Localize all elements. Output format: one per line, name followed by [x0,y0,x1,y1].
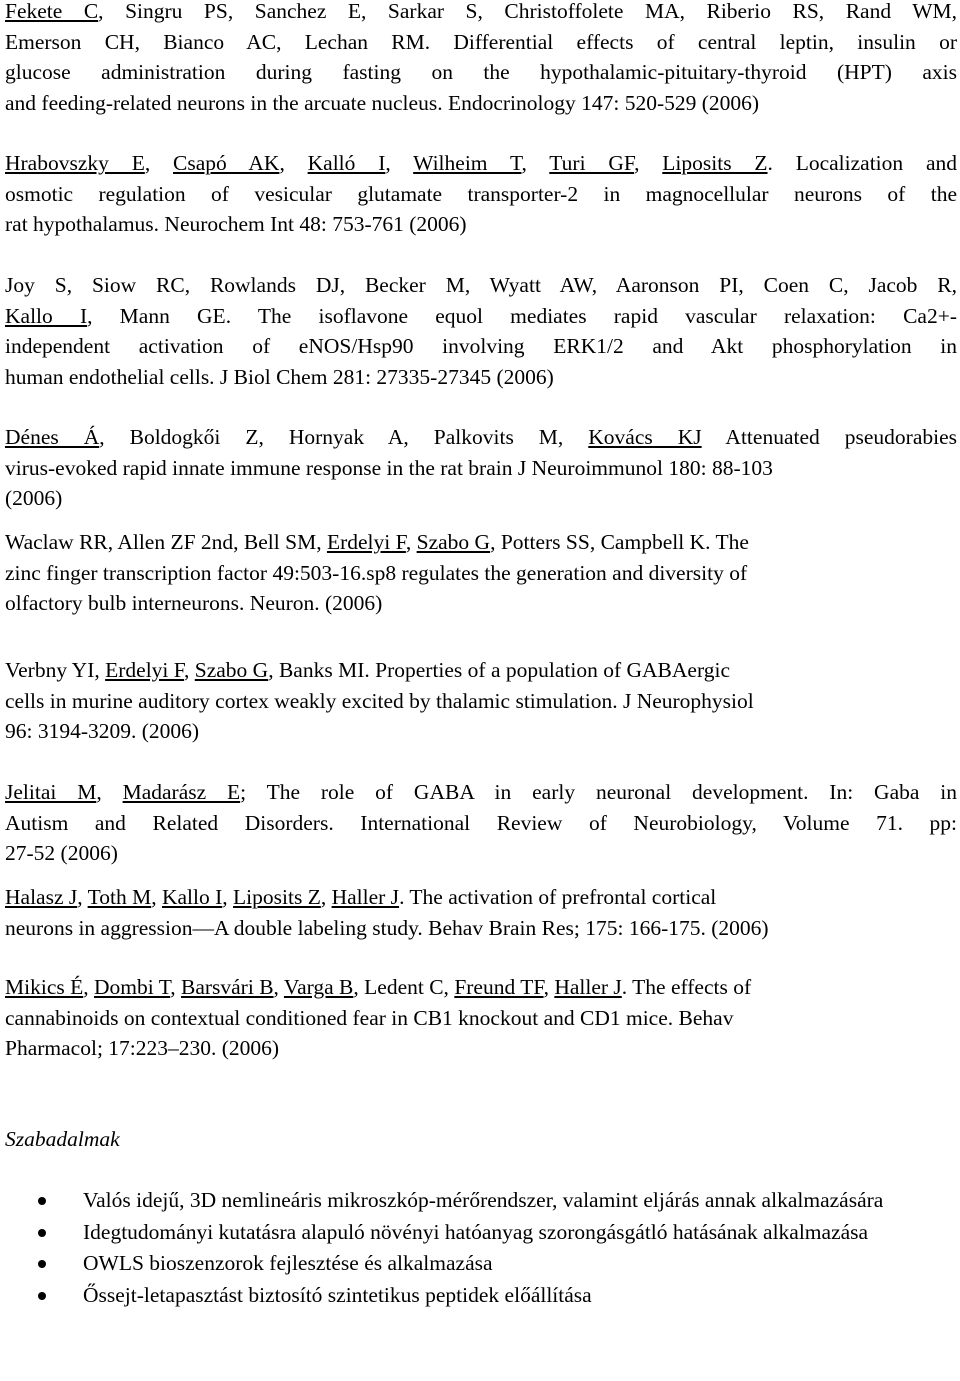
patent-text: Valós idejű, 3D nemlineáris mikroszkóp-mérőrendszer, valamint eljárás annak alkalmazására [83,1188,884,1212]
author-name: Freund TF [454,975,544,999]
author-name: Varga B [283,975,354,999]
reference-text: , [521,151,550,175]
reference-text: human endothelial cells. J Biol Chem 281: 27335-27345 (2006) [5,364,554,389]
author-name: Erdelyi F [105,658,185,682]
reference-line [5,1033,751,1064]
reference-line [5,588,749,619]
author-name: Kovács KJ [588,425,702,449]
reference-text: , [279,151,308,175]
reference-text: Attenuated pseudorabies [701,425,957,449]
reference-line [5,57,957,88]
author-name: Haller J [331,885,400,909]
reference-line [5,148,957,179]
author-name: Kallo I [161,885,223,909]
reference-line [5,362,957,393]
reference-text: . The activation of prefrontal cortical [399,885,717,909]
reference-text: , Potters SS, Campbell K. The [490,530,749,554]
patent-item [0,1280,913,1312]
reference-line [5,483,957,514]
author-name: Csapó AK [173,151,280,175]
patent-text: Őssejt-letapasztást biztosító szintetikus peptidek előállítása [83,1282,592,1307]
bullet-icon [38,1229,46,1237]
reference-text: and feeding-related neurons in the arcuate nucleus. Endocrinology 147: 520-529 (2006) [5,90,760,115]
patent-text: Idegtudományi kutatásra alapuló növényi hatóanyag szorongásgátló hatásának alkalmazása [83,1219,869,1244]
reference-entry [5,270,957,392]
reference-entry [5,777,957,869]
reference-text: cells in murine auditory cortex weakly excited by thalamic stimulation. J Neurophysiol [5,688,754,713]
reference-text: , [273,975,284,999]
reference-text: , [96,780,123,804]
reference-text: zinc finger transcription factor 49:503-16.sp8 regulates the generation and diversity of [5,560,748,585]
reference-entry [5,882,769,943]
reference-line [5,972,751,1003]
author-name: Hrabovszky E [5,151,145,175]
reference-text: , [320,885,332,909]
author-name: Szabo G [194,658,269,682]
patents-list [0,1185,913,1311]
reference-line [5,209,957,240]
reference-text: osmotic regulation of vesicular glutamate transporter-2 in magnocellular neurons of the [5,181,957,206]
reference-entry [5,972,751,1064]
reference-text: 27-52 (2006) [5,841,118,865]
reference-line [5,882,769,913]
reference-entry [5,422,957,514]
author-name: Wilheim T [413,151,522,175]
reference-line [5,686,754,717]
reference-text: virus-evoked rapid innate immune response in the rat brain J Neuroimmunol 180: 88-103 [5,455,773,480]
reference-line [5,88,957,119]
reference-line [5,27,957,58]
reference-line [5,777,957,808]
author-name: Mikics É [5,975,84,999]
reference-line [5,913,769,944]
reference-text: , [385,151,414,175]
reference-text: , Ledent C, [353,975,455,999]
reference-text: olfactory bulb interneurons. Neuron. (2006) [5,591,383,615]
reference-entry [5,0,957,118]
bullet-icon [38,1197,46,1205]
reference-line [5,716,754,747]
patent-item [0,1217,913,1249]
author-name: Liposits Z [233,885,321,909]
reference-text: Autism and Related Disorders. International Review of Neurobiology, Volume 71. pp: [5,810,957,835]
reference-line [5,179,957,210]
author-name: Madarász E [122,780,241,804]
reference-line [5,0,957,27]
reference-entry [5,655,754,747]
reference-line [5,1003,751,1034]
reference-text: , [151,885,162,909]
reference-text: 96: 3194-3209. (2006) [5,719,200,743]
reference-text: ; The role of GABA in early neuronal development. In: Gaba in [240,780,958,804]
reference-line [5,422,957,453]
author-name: Dombi T [93,975,171,999]
patent-text: OWLS bioszenzorok fejlesztése és alkalmazása [83,1251,493,1275]
reference-text: , [144,151,174,175]
reference-text: Verbny YI, [5,658,106,682]
reference-text: cannabinoids on contextual conditioned fear in CB1 knockout and CD1 mice. Behav [5,1005,734,1030]
reference-text: (2006) [5,486,63,510]
reference-text: , [222,885,234,909]
author-name: Toth M [87,885,152,909]
reference-line [5,558,749,589]
author-name: Barsvári B [180,975,274,999]
reference-text: , [634,151,663,175]
reference-line [5,838,957,869]
patent-item [0,1248,913,1280]
author-name: Kallo I [5,303,88,328]
author-name: Fekete C [5,0,99,23]
reference-text: , [543,975,555,999]
author-name: Jelitai M [5,780,97,804]
reference-text: Emerson CH, Bianco AC, Lechan RM. Differential effects of central leptin, insulin or [5,29,957,54]
reference-line [5,270,957,301]
reference-text: , Mann GE. The isoflavone equol mediates rapid vascular relaxation: Ca2+- [87,303,957,328]
reference-text: , [77,885,88,909]
reference-text: independent activation of eNOS/Hsp90 involving ERK1/2 and Akt phosphorylation in [5,334,957,358]
reference-line [5,301,957,332]
reference-text: , Boldogkői Z, Hornyak A, Palkovits M, [99,425,589,449]
reference-entry [5,148,957,240]
reference-text: . The effects of [621,975,752,999]
bullet-icon [38,1292,46,1300]
reference-line [5,655,754,686]
reference-text: , [83,975,94,999]
bullet-icon [38,1260,46,1268]
reference-text: Waclaw RR, Allen ZF 2nd, Bell SM, [5,530,327,554]
reference-text: , [405,530,417,554]
author-name: Halasz J [5,885,78,909]
reference-text: , Banks MI. Properties of a population of GABAergic [268,658,730,682]
reference-text: , [184,658,195,682]
reference-text: Pharmacol; 17:223–230. (2006) [5,1036,280,1060]
author-name: Turi GF [549,151,635,175]
reference-entry [5,527,749,619]
reference-text: glucose administration during fasting on the hypothalamic-pituitary-thyroid (HPT) axis [5,60,957,84]
author-name: Dénes Á [5,425,100,449]
reference-text: , Singru PS, Sanchez E, Sarkar S, Christoffolete MA, Riberio RS, Rand WM, [98,0,957,23]
patent-item [0,1185,913,1217]
reference-line [5,453,957,484]
author-name: Erdelyi F [326,530,406,554]
patents-heading: Szabadalmak [5,1127,120,1151]
reference-text: rat hypothalamus. Neurochem Int 48: 753-761 (2006) [5,212,467,236]
reference-line [5,331,957,362]
reference-line [5,527,749,558]
author-name: Kalló I [307,151,386,175]
author-name: Haller J [554,975,622,999]
reference-text: Joy S, Siow RC, Rowlands DJ, Becker M, Wyatt AW, Aaronson PI, Coen C, Jacob R, [5,273,957,297]
author-name: Szabo G [416,530,491,554]
reference-line [5,808,957,839]
reference-text: . Localization and [767,151,957,175]
author-name: Liposits Z [662,151,768,175]
reference-text: neurons in aggression—A double labeling study. Behav Brain Res; 175: 166-175. (2006) [5,915,769,940]
reference-text: , [170,975,181,999]
